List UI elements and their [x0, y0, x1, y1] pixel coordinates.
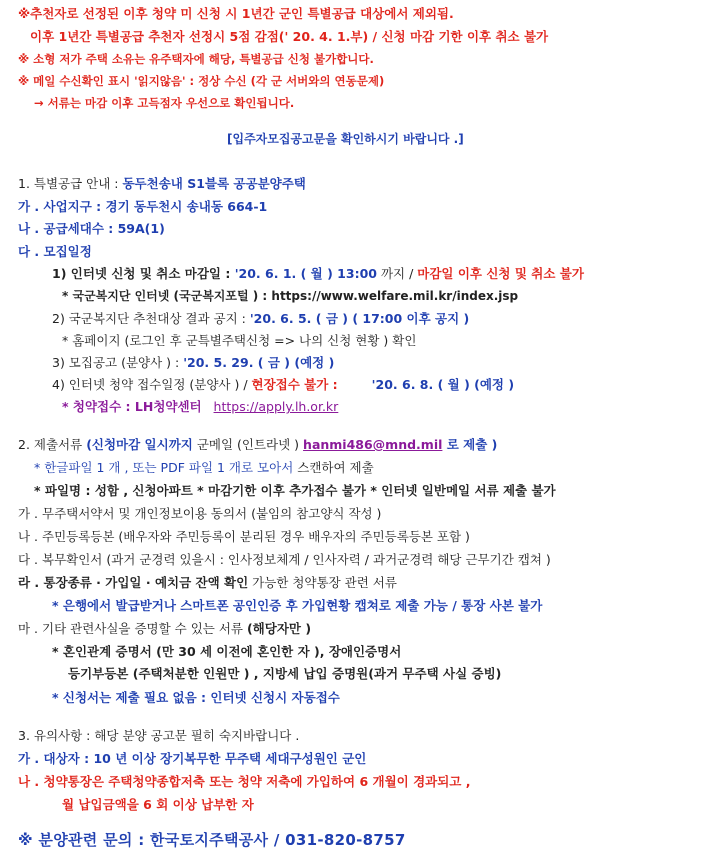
schedule-2-label: 2) 국군복지단 추천대상 결과 공지 :	[52, 311, 250, 326]
section-2-item-ma-sub-3: * 신청서는 제출 필요 없음 : 인터넷 신청시 자동접수	[52, 690, 340, 705]
section-1-title: 동두천송내 S1블록 공공분양주택	[122, 176, 306, 191]
section-2-item-na: 나 . 주민등록등본 (배우자와 주민등록이 분리된 경우 배우자의 주민등록등본 포함 )	[18, 529, 470, 544]
lh-center-label: * 청약접수 : LH청약센터	[62, 399, 202, 414]
item-ra-rest: 가능한 청약통장 관련 서류	[248, 575, 397, 590]
section-2-prefix: 2. 제출서류	[18, 437, 87, 452]
submit-email-link[interactable]: hanmi486@mnd.mil	[303, 437, 443, 452]
schedule-1-note: 마감일 이후 신청 및 취소 불가	[417, 266, 584, 281]
item-ra-bold: 라 . 통장종류 · 가입일 · 예치금 잔액 확인	[18, 575, 249, 590]
section-1-item-b: 나 . 공급세대수 : 59A(1)	[18, 221, 165, 236]
section-2-item-ra	[18, 575, 397, 591]
schedule-4-label: 4) 인터넷 청약 접수일정 (분양사 ) /	[52, 377, 252, 392]
section-2-item-da: 다 . 복무확인서 (과거 군경력 있을시 : 인사정보체계 / 인사자력 / 과거군경력 해당 근무기간 캡쳐 )	[18, 552, 551, 567]
schedule-1-date: '20. 6. 1. ( 월 ) 13:00	[234, 266, 377, 281]
notice-line-3: ※ 소형 저가 주택 소유는 유주택자에 해당, 특별공급 신청 불가합니다.	[18, 52, 374, 66]
schedule-2-sub: * 홈페이지 (로그인 후 군특별주택신청 => 나의 신청 현황 ) 확인	[62, 333, 417, 348]
section-2-via: 군메일 (인트라넷 )	[192, 437, 304, 452]
schedule-4-sub	[62, 399, 338, 415]
section-2-note-1	[34, 460, 374, 476]
schedule-1-label: 1) 인터넷 신청 및 취소 마감일 :	[52, 266, 235, 281]
notice-line-4: ※ 메일 수신확인 표시 '읽지않음' : 정상 수신 (각 군 서버와의 연동문제)	[18, 74, 385, 88]
notice-line-2: 이후 1년간 특별공급 추천자 선정시 5점 감점(' 20. 4. 1.부) / 신청 마감 기한 이후 취소 불가	[30, 29, 549, 44]
schedule-item-4	[52, 377, 514, 393]
section-1-item-a: 가 . 사업지구 : 경기 동두천시 송내동 664-1	[18, 199, 268, 214]
schedule-item-1	[52, 266, 584, 282]
schedule-3-label: 3) 모집공고 (분양사 ) :	[52, 355, 184, 370]
section-1-item-c: 다 . 모집일정	[18, 244, 92, 259]
announcement-note: [입주자모집공고문을 확인하시기 바랍니다 .]	[227, 132, 464, 146]
schedule-item-3	[52, 355, 334, 371]
lh-apply-link[interactable]: https://apply.lh.or.kr	[213, 399, 339, 414]
section-1-prefix: 1. 특별공급 안내 :	[18, 176, 123, 191]
section-2-item-ma-sub-1: * 혼인관계 증명서 (만 30 세 이전에 혼인한 자 ), 장애인증명서	[52, 644, 402, 659]
section-2-submit: 로 제출 )	[442, 437, 498, 452]
schedule-3-date: '20. 5. 29. ( 금 ) (예정 )	[183, 355, 335, 370]
notice-line-5: → 서류는 마감 이후 고득점자 우선으로 확인됩니다.	[34, 96, 295, 110]
section-3-heading: 3. 유의사항 : 해당 분양 공고문 필히 숙지바랍니다 .	[18, 728, 300, 743]
schedule-2-date: '20. 6. 5. ( 금 ) ( 17:00 이후 공지 )	[249, 311, 470, 326]
section-1-heading	[18, 176, 306, 192]
note-1-file-format: * 한글파일 1 개 , 또는 PDF 파일 1 개로 모아서	[34, 460, 294, 475]
schedule-4-note: 현장접수 불가 :	[251, 377, 338, 392]
section-2-item-ma	[18, 621, 311, 637]
section-2-item-ma-sub-2: 등기부등본 (주택처분한 인원만 ) , 지방세 납입 증명원(과거 무주택 사실 증빙)	[68, 666, 502, 681]
schedule-item-2	[52, 311, 469, 327]
item-ma-text: 마 . 기타 관련사실을 증명할 수 있는 서류	[18, 621, 247, 636]
notice-line-1: ※추천자로 선정된 이후 청약 미 신청 시 1년간 군인 특별공급 대상에서 제외됨.	[18, 6, 454, 21]
schedule-4-date: '20. 6. 8. ( 월 ) (예정 )	[371, 377, 515, 392]
section-2-deadline: (신청마감 일시까지	[86, 437, 193, 452]
item-ma-bold: (해당자만 )	[246, 621, 312, 636]
section-2-note-2: * 파일명 : 성함 , 신청아파트 * 마감기한 이후 추가접수 불가 * 인터넷 일반메일 서류 제출 불가	[34, 483, 556, 498]
section-3-item-a: 가 . 대상자 : 10 년 이상 장기복무한 무주택 세대구성원인 군인	[18, 751, 367, 766]
section-3-item-b-line-1: 나 . 청약통장은 주택청약종합저축 또는 청약 저축에 가입하여 6 개월이 경과되고 ,	[18, 774, 471, 789]
section-2-heading	[18, 437, 497, 453]
schedule-1-until: 까지 /	[376, 266, 418, 281]
section-2-item-ra-sub: * 은행에서 발급받거나 스마트폰 공인인증 후 가입현황 캡쳐로 제출 가능 / 통장 사본 불가	[52, 598, 543, 613]
schedule-1-sub: * 국군복지단 인터넷 (국군복지포털 ) : https://www.welfare.mil.kr/index.jsp	[62, 289, 519, 303]
note-1-rest: 스캔하여 제출	[293, 460, 374, 475]
contact-line: ※ 분양관련 문의 : 한국토지주택공사 / 031-820-8757	[18, 831, 406, 849]
section-3-item-b-line-2: 월 납입금액을 6 회 이상 납부한 자	[62, 797, 254, 812]
section-2-item-ga: 가 . 무주택서약서 및 개인정보이용 동의서 (붙임의 참고양식 작성 )	[18, 506, 382, 521]
